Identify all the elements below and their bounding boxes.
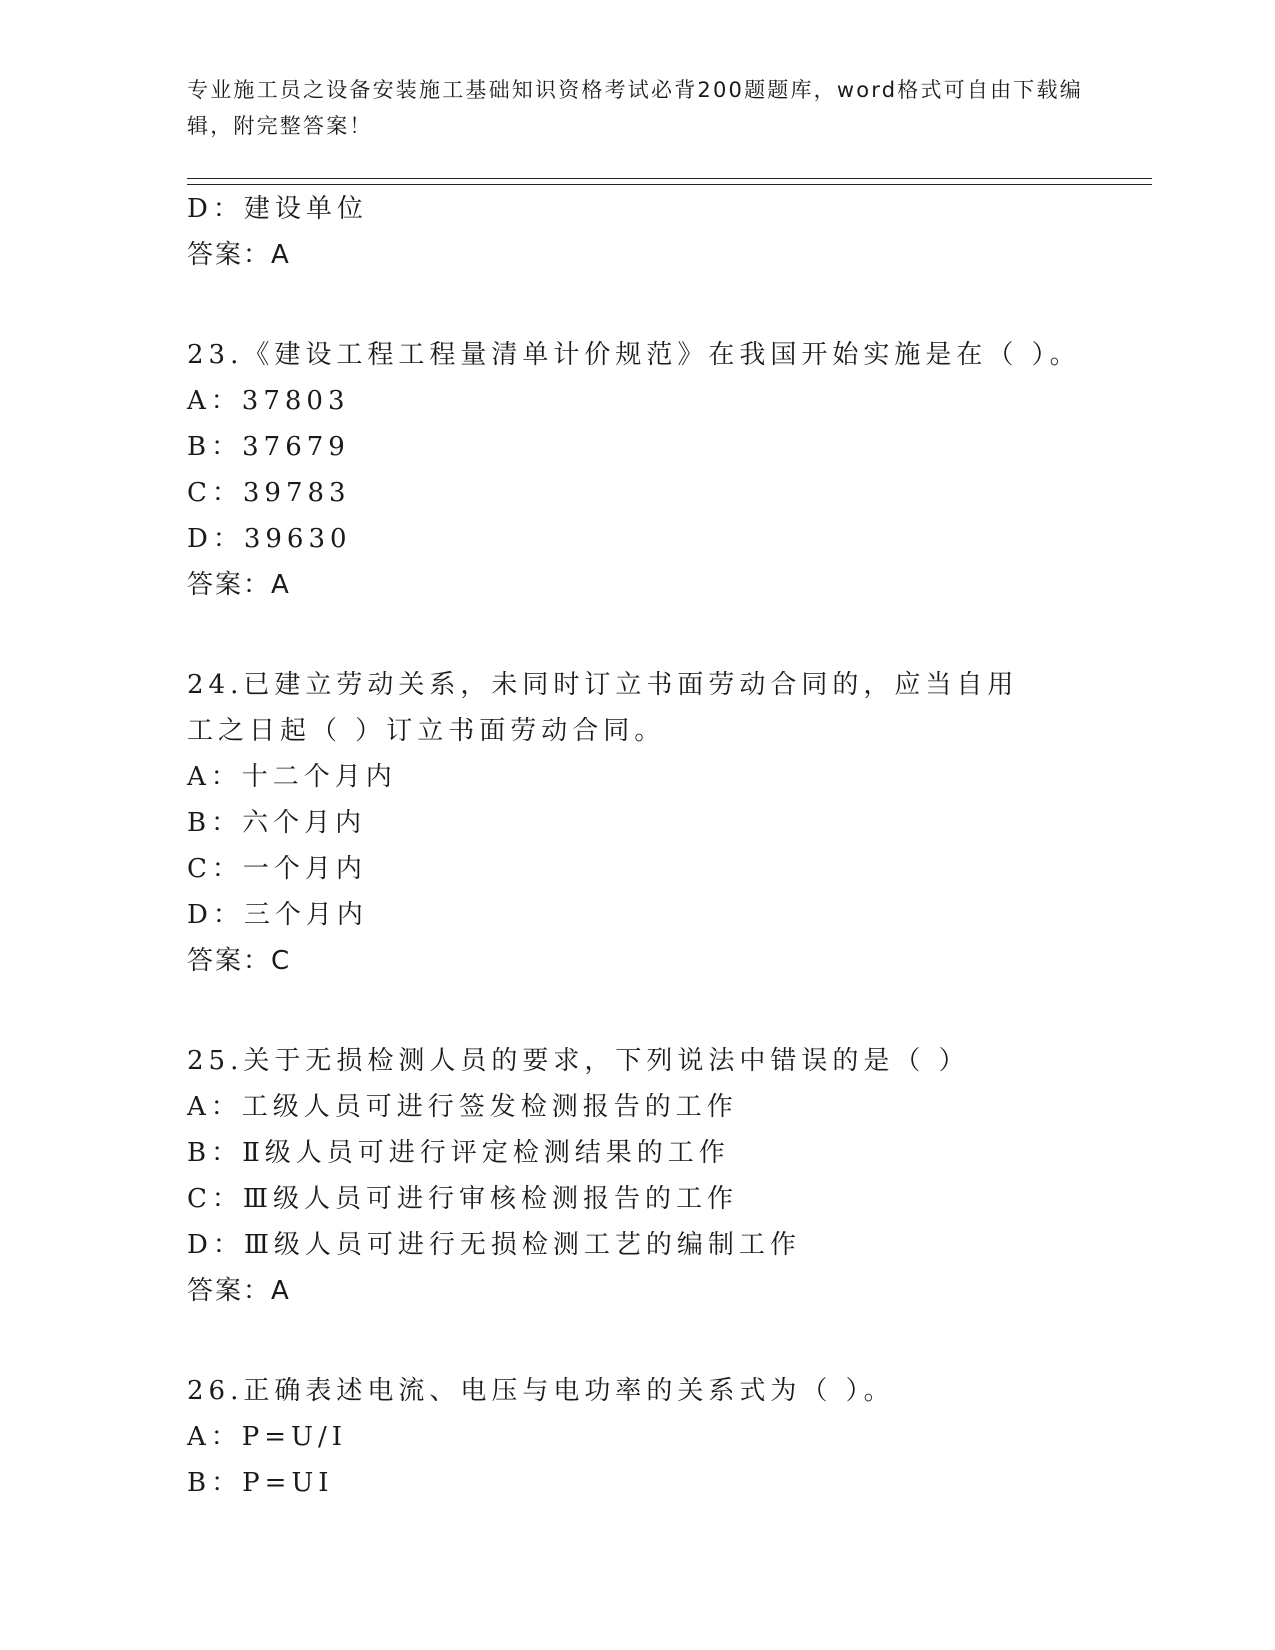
question-text: 23.《建设工程工程量清单计价规范》在我国开始实施是在（ ）。	[187, 340, 1081, 370]
spacer	[187, 984, 1087, 1038]
option-b: B：37679	[187, 432, 350, 462]
option-a: A：37803	[187, 386, 350, 416]
spacer	[187, 608, 1087, 662]
option-a: A：P=U/I	[187, 1422, 347, 1452]
question-text: 26.正确表述电流、电压与电功率的关系式为（ ）。	[187, 1376, 895, 1406]
option-c: C：39783	[187, 478, 351, 508]
option-b: B：Ⅱ级人员可进行评定检测结果的工作	[187, 1138, 730, 1168]
answer: 答案：A	[187, 1276, 291, 1306]
option-d: D：39630	[187, 524, 352, 554]
prev-question-option-d: D：建设单位	[187, 194, 368, 224]
prev-question-answer: 答案：A	[187, 240, 291, 270]
option-c: C：一个月内	[187, 854, 367, 884]
spacer	[187, 278, 1087, 332]
document-title: 专业施工员之设备安装施工基础知识资格考试必背200题题库，word格式可自由下载编辑，附完整答案！	[187, 78, 1083, 138]
answer: 答案：A	[187, 570, 291, 600]
option-b: B：六个月内	[187, 808, 367, 838]
option-d: D：三个月内	[187, 900, 368, 930]
header-divider	[187, 178, 1152, 185]
option-a: A：工级人员可进行签发检测报告的工作	[187, 1092, 738, 1122]
question-text: 25.关于无损检测人员的要求，下列说法中错误的是（ ）	[187, 1046, 970, 1076]
page-header	[187, 72, 1087, 144]
question-26	[187, 1368, 1087, 1506]
option-a: A：十二个月内	[187, 762, 397, 792]
spacer	[187, 1314, 1087, 1368]
answer: 答案：C	[187, 946, 292, 976]
question-list	[187, 186, 1087, 1506]
question-23	[187, 332, 1087, 608]
question-text: 24.已建立劳动关系，未同时订立书面劳动合同的，应当自用工之日起（ ）订立书面劳动合同。	[187, 670, 1019, 746]
question-24	[187, 662, 1087, 984]
question-25	[187, 1038, 1087, 1314]
option-b: B：P=UI	[187, 1468, 334, 1498]
option-d: D：Ⅲ级人员可进行无损检测工艺的编制工作	[187, 1230, 801, 1260]
option-c: C：Ⅲ级人员可进行审核检测报告的工作	[187, 1184, 738, 1214]
